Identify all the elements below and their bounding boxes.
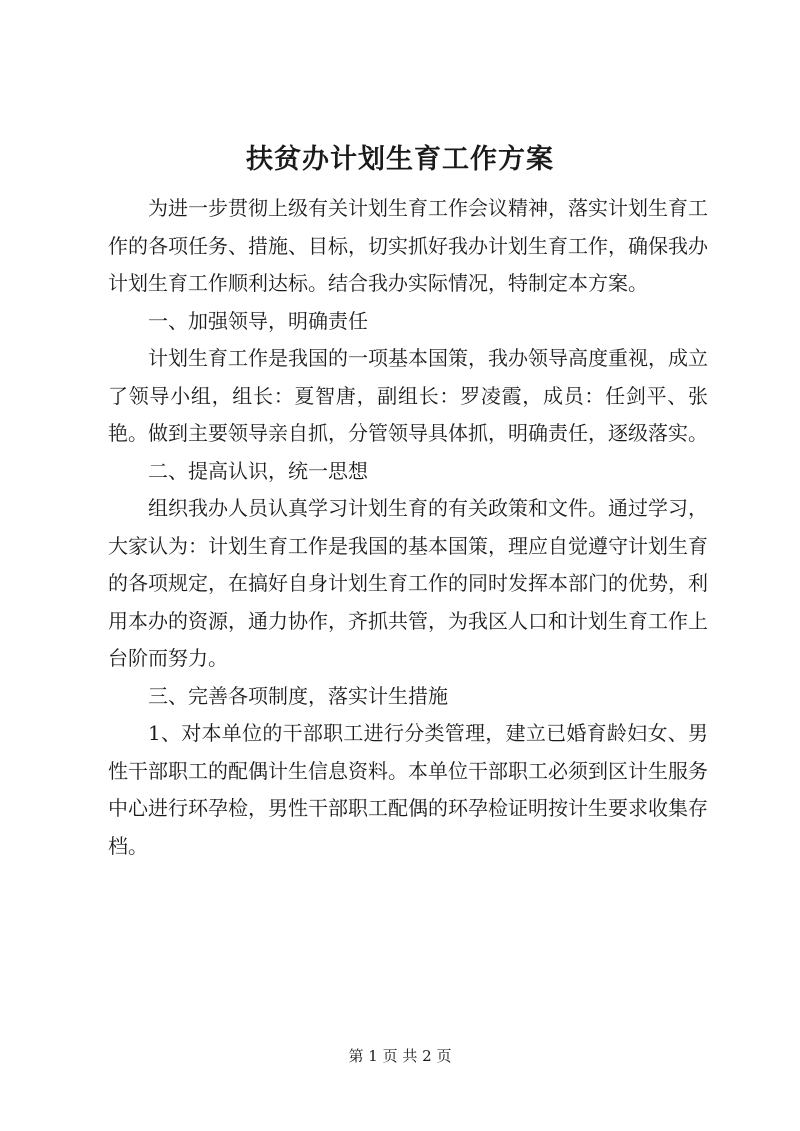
section-heading-3: 三、完善各项制度，落实计生措施: [148, 683, 448, 708]
intro-paragraph: 为进一步贯彻上级有关计划生育工作会议精神，落实计划生育工作的各项任务、措施、目标，切实抓好我办计划生育工作，确保我办计划生育工作顺利达标。结合我办实际情况，特制定本方案。: [108, 196, 708, 295]
page-footer: 第 1 页 共 2 页: [348, 1047, 452, 1065]
section-2-paragraph: 组织我办人员认真学习计划生育的有关政策和文件。通过学习，大家认为：计划生育工作是我国的基本国策，理应自觉遵守计划生育的各项规定，在搞好自身计划生育工作的同时发挥本部门的优势，利用本办的资源，通力协作，齐抓共管，为我区人口和计划生育工作上台阶而努力。: [108, 496, 708, 670]
section-1-paragraph: 计划生育工作是我国的一项基本国策，我办领导高度重视，成立了领导小组，组长：夏智唐，副组长：罗凌霞，成员：任剑平、张艳。做到主要领导亲自抓，分管领导具体抓，明确责任，逐级落实。: [108, 346, 708, 445]
document-body: [108, 190, 708, 865]
document-title: 扶贫办计划生育工作方案: [246, 144, 554, 175]
section-heading-1: 一、加强领导，明确责任: [148, 308, 368, 333]
section-heading-2: 二、提高认识，统一思想: [148, 458, 368, 483]
section-3-item-1: 1、对本单位的干部职工进行分类管理，建立已婚育龄妇女、男性干部职工的配偶计生信息资料。本单位干部职工必须到区计生服务中心进行环孕检，男性干部职工配偶的环孕检证明按计生要求收集存档。: [108, 721, 708, 858]
